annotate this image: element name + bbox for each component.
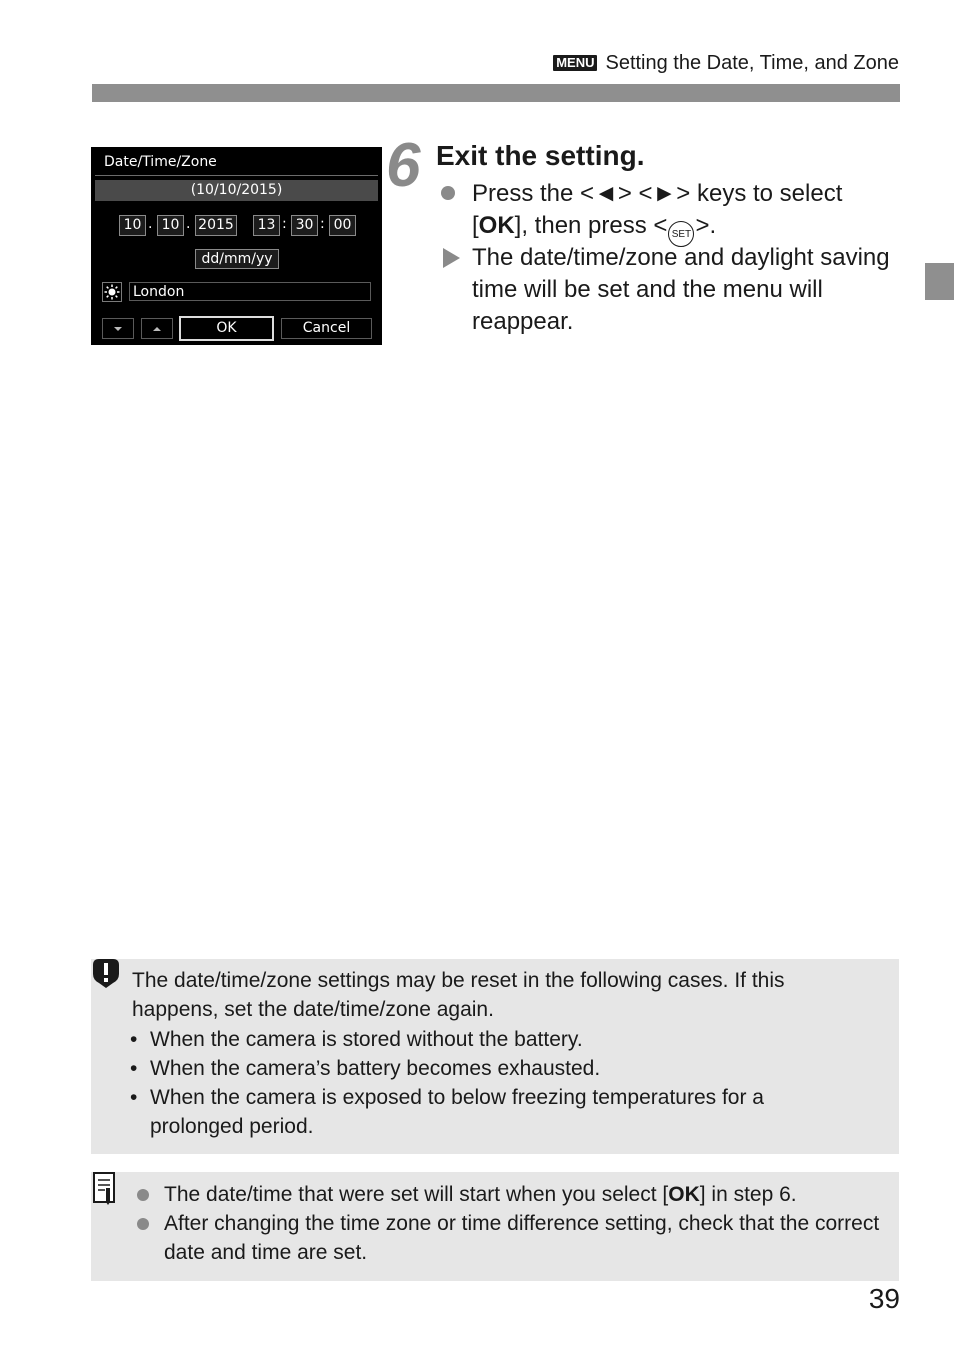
caution-bullet: • <box>130 1057 138 1080</box>
result-arrow-icon <box>443 248 460 268</box>
caution-icon <box>91 959 121 989</box>
note-bullet-dot <box>137 1189 149 1201</box>
date-separator: . <box>186 216 191 232</box>
caution-bullet: • <box>130 1086 138 1109</box>
step-number: 6 <box>386 131 421 200</box>
caution-item: When the camera is exposed to below freezing temperatures for a prolonged period. <box>150 1086 764 1138</box>
year-field: 2015 <box>195 215 237 236</box>
screen-divider <box>95 175 378 176</box>
caution-intro: The date/time/zone settings may be reset in the following cases. If this happens, set the date/time/zone again. <box>132 969 785 1021</box>
screen-title: Date/Time/Zone <box>104 154 217 170</box>
header-title: Setting the Date, Time, and Zone <box>605 51 899 74</box>
arrow-up-icon <box>142 319 172 338</box>
screen-date-display: (10/10/2015) <box>190 182 283 198</box>
minute-field: 30 <box>291 215 318 236</box>
caution-bullet: • <box>130 1028 138 1051</box>
arrow-down-icon <box>103 319 133 338</box>
note-item-2: After changing the time zone or time difference setting, check that the correct date and time are set. <box>164 1212 880 1264</box>
set-button-icon: SET <box>668 221 694 247</box>
time-separator: : <box>282 216 287 232</box>
note-bullet-dot <box>137 1218 149 1230</box>
step-bullet-1: Press the <◄> <►> keys to select [OK], then press < SET >. <box>472 178 902 247</box>
sun-icon <box>102 282 122 302</box>
zone-field: London <box>129 282 371 301</box>
header-bar <box>92 84 900 102</box>
note-icon <box>91 1172 117 1206</box>
date-separator: . <box>148 216 153 232</box>
time-separator: : <box>320 216 325 232</box>
menu-badge: MENU <box>553 55 597 71</box>
page-header <box>537 50 899 76</box>
camera-screen <box>91 147 382 345</box>
screen-ok-button: OK <box>179 316 274 341</box>
up-button <box>141 318 173 339</box>
ok-bold: OK <box>668 1183 700 1206</box>
bullet-dot <box>441 186 455 200</box>
hour-field: 13 <box>253 215 280 236</box>
left-arrow-icon: ◄ <box>594 180 618 207</box>
step-bullet-2: The date/time/zone and daylight saving time will be set and the menu will reappear. <box>472 244 890 335</box>
note-item-1: The date/time that were set will start when you select [OK] in step 6. <box>164 1183 797 1206</box>
page-number: 39 <box>868 1283 900 1314</box>
ok-bold: OK <box>478 212 515 239</box>
caution-item: When the camera’s battery becomes exhausted. <box>150 1057 601 1080</box>
date-format-field: dd/mm/yy <box>195 249 279 269</box>
screen-cancel-button: Cancel <box>281 318 372 339</box>
step-title: Exit the setting. <box>436 140 645 171</box>
down-button <box>102 318 134 339</box>
month-field: 10 <box>157 215 184 236</box>
right-arrow-icon: ► <box>652 180 677 207</box>
second-field: 00 <box>329 215 356 236</box>
day-field: 10 <box>119 215 146 236</box>
side-tab <box>925 263 954 300</box>
caution-item: When the camera is stored without the battery. <box>150 1028 583 1051</box>
